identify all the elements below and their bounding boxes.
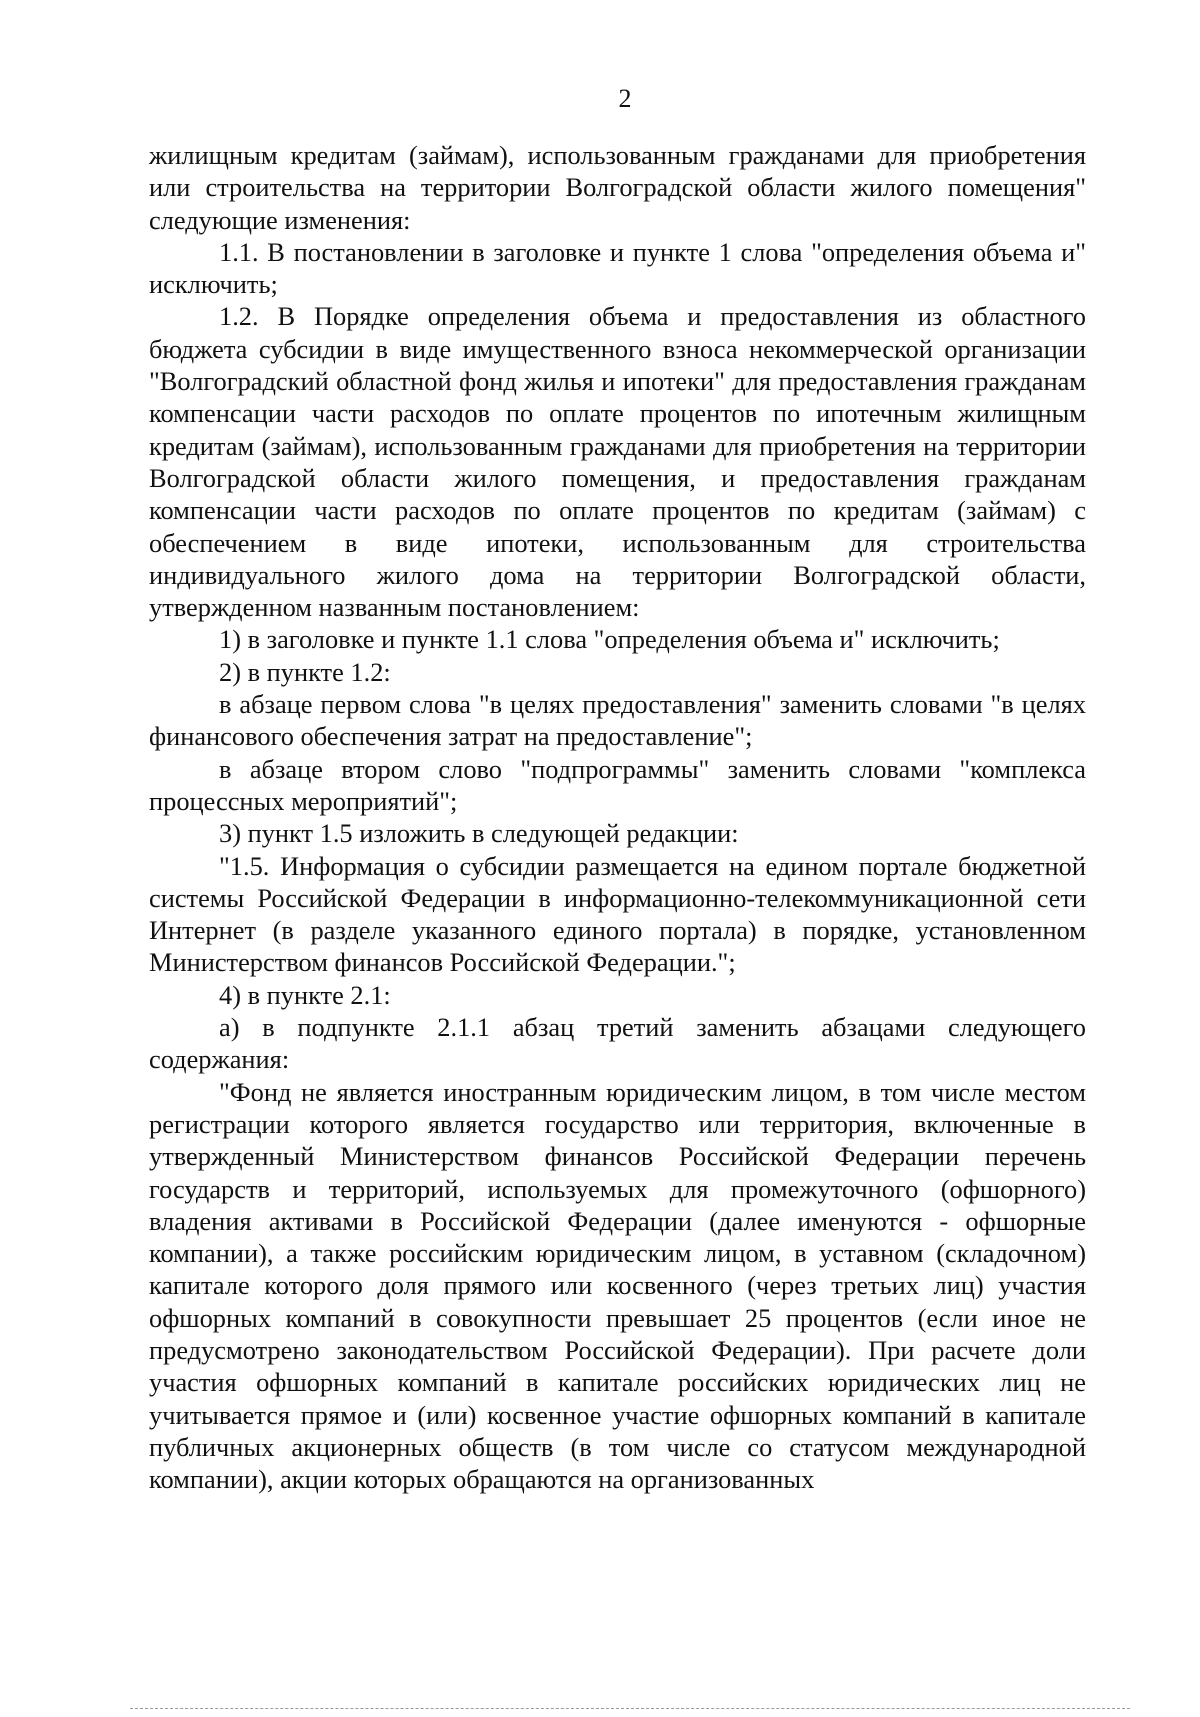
paragraph: 1) в заголовке и пункте 1.1 слова "определения объема и" исключить; <box>219 624 1000 655</box>
paragraph: 4) в пункте 2.1: <box>219 979 391 1010</box>
paragraph: 1.2. В Порядке определения объема и предоставления из областного бюджета субсидии в виде имущественного взноса некоммерческой организации "Волгоградский областной фонд жилья и ипотеки" для предоставления гражданам компенсации части расходов по оплате процентов по ипотечным жилищным кредитам (займам), использованным гражданами для приобретения на территории Волгоградской области жилого помещения, и предоставления гражданам компенсации части расходов по оплате процентов по кредитам (займам) с обеспечением в виде ипотеки, использованным для строительства индивидуального жилого дома на территории Волгоградской области, утвержденном названным постановлением: <box>149 301 1086 623</box>
paragraph: 3) пункт 1.5 изложить в следующей редакции: <box>219 818 739 849</box>
footer-divider <box>130 1708 1130 1709</box>
page-number: 2 <box>618 84 632 113</box>
paragraph: "1.5. Информация о субсидии размещается на едином портале бюджетной системы Российской Федерации в информационно-телекоммуникационной сети Интернет (в разделе указанного единого портала) в порядке, установленном Министерством финансов Российской Федерации."; <box>149 850 1086 978</box>
paragraph: в абзаце первом слова "в целях предоставления" заменить словами "в целях финансового обеспечения затрат на предоставление"; <box>149 689 1086 752</box>
paragraph: 1.1. В постановлении в заголовке и пункте 1 слова "определения объема и" исключить; <box>149 236 1086 300</box>
paragraph: 2) в пункте 1.2: <box>219 656 391 687</box>
paragraph: в абзаце втором слово "подпрограммы" заменить словами "комплекса процессных мероприятий"; <box>149 753 1086 816</box>
paragraph: "Фонд не является иностранным юридическим лицом, в том числе местом регистрации которого является государство или территория, включенные в утвержденный Министерством финансов Российской Федерации перечень государств и территорий, используемых для промежуточного (офшорного) владения активами в Российской Федерации (далее именуются - офшорные компании), а также российским юридическим лицом, в уставном (складочном) капитале которого доля прямого или косвенного (через третьих лиц) участия офшорных компаний в совокупности превышает 25 процентов (если иное не предусмотрено законодательством Российской Федерации). При расчете доли участия офшорных компаний в капитале российских юридических лиц не учитывается прямое и (или) косвенное участие офшорных компаний в капитале публичных акционерных обществ (в том числе со статусом международной компании), акции которых обращаются на организованных <box>149 1076 1086 1495</box>
document-body <box>149 139 1086 1495</box>
paragraph: а) в подпункте 2.1.1 абзац третий заменить абзацами следующего содержания: <box>149 1012 1086 1075</box>
paragraph: жилищным кредитам (займам), использованным гражданами для приобретения или строительства на территории Волгоградской области жилого помещения" следующие изменения: <box>149 140 1086 235</box>
